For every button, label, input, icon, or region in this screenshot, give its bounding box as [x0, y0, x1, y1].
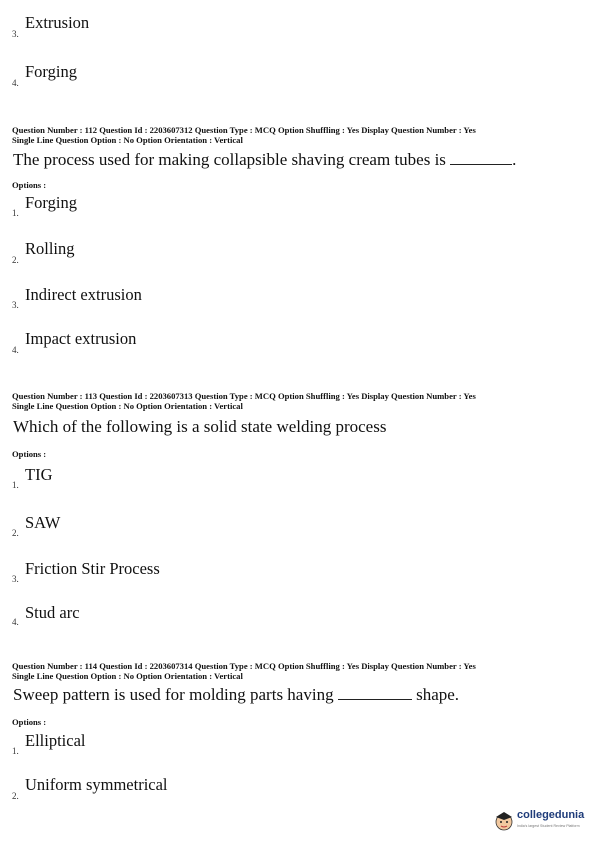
option-text: Uniform symmetrical — [25, 775, 168, 794]
question-meta — [12, 662, 587, 681]
question-text-main: The process used for making collapsible shaving cream tubes is — [13, 150, 446, 169]
option-number: 1. — [12, 208, 19, 218]
question-meta-line2: Single Line Question Option : No Option Orientation : Vertical — [12, 400, 243, 411]
option-number: 3. — [12, 29, 19, 39]
question-meta — [12, 392, 587, 411]
option-number: 2. — [12, 791, 19, 801]
question-text-main: Sweep pattern is used for molding parts having — [13, 685, 334, 704]
option-text: Forging — [25, 62, 77, 81]
question-meta-line2: Single Line Question Option : No Option Orientation : Vertical — [12, 670, 243, 681]
logo-name: collegedunia — [517, 809, 585, 821]
question-meta-line1: Question Number : 114 Question Id : 2203607314 Question Type : MCQ Option Shuffling : Yes Display Question Number : Yes — [12, 661, 476, 671]
question-text-end: shape. — [416, 685, 460, 704]
question-text-end: . — [512, 150, 517, 169]
option-text: Rolling — [25, 239, 75, 258]
option-text: Elliptical — [25, 731, 86, 750]
option-text: Impact extrusion — [25, 329, 137, 348]
option-number: 4. — [12, 78, 19, 88]
answer-blank — [338, 685, 412, 700]
option-text: Forging — [25, 193, 77, 212]
question-meta-line1: Question Number : 113 Question Id : 2203607313 Question Type : MCQ Option Shuffling : Yes Display Question Number : Yes — [12, 391, 476, 401]
option-text: SAW — [25, 513, 61, 532]
options-label: Options : — [12, 180, 47, 190]
options-label: Options : — [12, 717, 47, 727]
option-text: Extrusion — [25, 13, 90, 32]
question-text-main: Which of the following is a solid state welding process — [13, 417, 387, 436]
question-meta-line2: Single Line Question Option : No Option Orientation : Vertical — [12, 134, 243, 145]
option-number: 1. — [12, 746, 19, 756]
answer-blank — [450, 150, 512, 165]
option-text: TIG — [25, 465, 53, 484]
mascot-icon — [493, 809, 515, 833]
logo-tagline: India's largest Student Review Platform — [517, 824, 580, 828]
option-text: Indirect extrusion — [25, 285, 142, 304]
question-meta-line1: Question Number : 112 Question Id : 2203607312 Question Type : MCQ Option Shuffling : Yes Display Question Number : Yes — [12, 125, 476, 135]
question-meta — [12, 126, 587, 145]
options-label: Options : — [12, 449, 47, 459]
option-text: Stud arc — [25, 603, 80, 622]
option-number: 4. — [12, 617, 19, 627]
option-number: 4. — [12, 345, 19, 355]
question-text — [13, 150, 516, 170]
question-text — [13, 685, 459, 705]
option-number: 3. — [12, 300, 19, 310]
option-number: 2. — [12, 255, 19, 265]
collegedunia-logo — [493, 806, 593, 836]
option-text: Friction Stir Process — [25, 559, 160, 578]
option-number: 1. — [12, 480, 19, 490]
question-text — [13, 417, 386, 437]
option-number: 2. — [12, 528, 19, 538]
option-number: 3. — [12, 574, 19, 584]
